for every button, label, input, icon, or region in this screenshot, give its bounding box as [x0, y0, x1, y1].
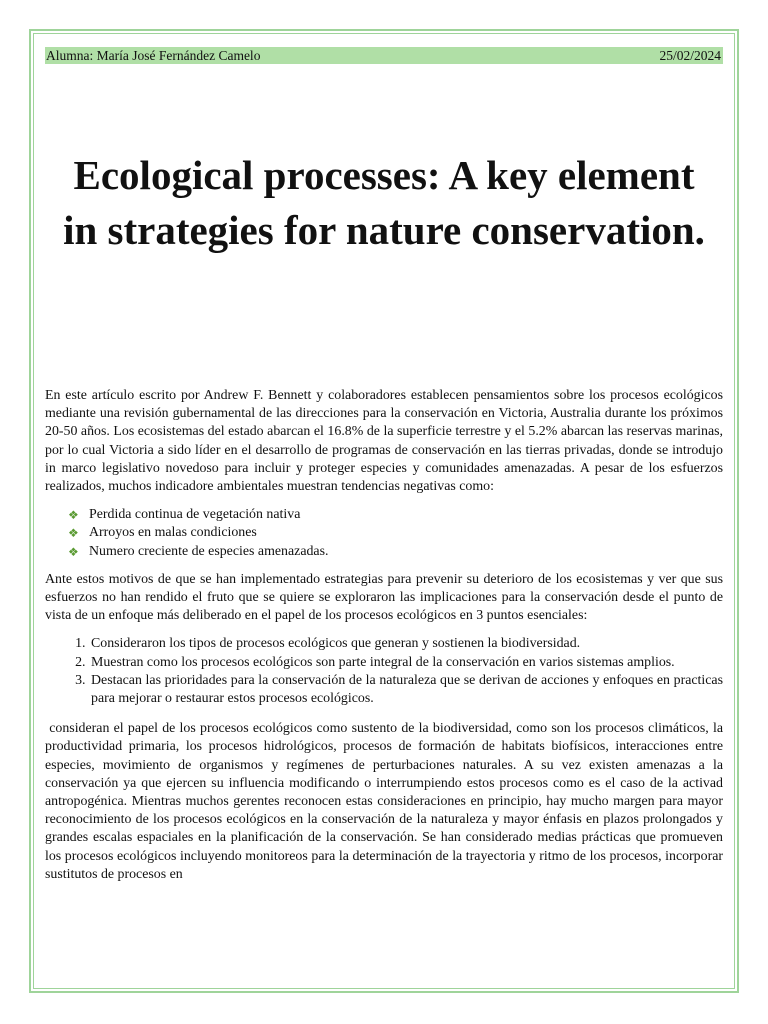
list-item: 3. Destacan las prioridades para la conservación de la naturaleza que se derivan de acciones y enfoques en practicas para mejorar o restaurar estos procesos ecológicos. — [89, 672, 723, 708]
document-body — [45, 387, 727, 884]
list-item: ❖ Perdida continua de vegetación nativa — [89, 506, 723, 524]
third-paragraph: consideran el papel de los procesos ecológicos como sustento de la biodiversidad, como son los procesos climáticos, la productividad primaria, los procesos hidrológicos, procesos de formación de habitats biofísicos, interacciones entre especies, movimiento de organismos y regímenes de perturbaciones naturales. A su vez existen amenazas a la conservación ya que ejercen su influencia modificando o interrumpiendo estos procesos como es el caso de la activad antropogénica. Mientras muchos gerentes reconocen estas consideraciones en principio, hay mucho margen para mayor reconocimiento de los procesos ecológicos en la conservación de la naturaleza y mayor énfasis en plazos prolongados y grandes escalas espaciales en la planificación de la conservación. Se han considerado medias prácticas que promueven los procesos ecológicos incluyendo monitoreos para la determinación de la trayectoria y ritmo de los procesos, incorporar sustitutos de procesos en — [45, 721, 727, 882]
list-item: ❖ Arroyos en malas condiciones — [89, 524, 723, 542]
document-date: 25/02/2024 — [659, 47, 721, 63]
list-item: 2. Muestran como los procesos ecológicos son parte integral de la conservación en varios sistemas amplios. — [89, 654, 723, 672]
document-title: Ecological processes: A key element in strategies for nature conservation. — [63, 152, 705, 253]
list-item: ❖ Numero creciente de especies amenazadas. — [89, 543, 723, 561]
list-item: 1. Consideraron los tipos de procesos ecológicos que generan y sostienen la biodiversidad. — [89, 635, 723, 653]
header-bar — [45, 47, 723, 64]
bullet-list — [45, 506, 723, 561]
numbered-list — [45, 635, 723, 708]
intro-paragraph: En este artículo escrito por Andrew F. Bennett y colaboradores establecen pensamientos sobre los procesos ecológicos mediante una revisión gubernamental de las direcciones para la conservación en Victoria, Australia durante los próximos 20-50 años. Los ecosistemas del estado abarcan el 16.8% de la superficie terrestre y el 5.2% abarcan las reservas marinas, por lo cual Victoria a sido líder en el desarrollo de programas de conservación en las tierras privadas, donde se introdujo in marco legislativo novedoso para incluir y proteger especies y comunidades amenazadas. A pesar de los esfuerzos realizados, muchos indicadore ambientales muestran tendencias negativas como: — [45, 388, 723, 495]
diamond-bullet-icon: ❖ — [68, 508, 79, 523]
student-name: Alumna: María José Fernández Camelo — [46, 47, 261, 63]
second-paragraph: Ante estos motivos de que se han implementado estrategias para prevenir su deterioro de los ecosistemas y ver que sus esfuerzos no han rendido el fruto que se quiere se exploraron las implicaciones para la conservación desde el punto de vista de un enfoque más deliberado en el papel de los procesos ecológicos en 3 puntos esenciales: — [45, 571, 723, 624]
diamond-bullet-icon: ❖ — [68, 544, 79, 559]
diamond-bullet-icon: ❖ — [68, 526, 79, 541]
